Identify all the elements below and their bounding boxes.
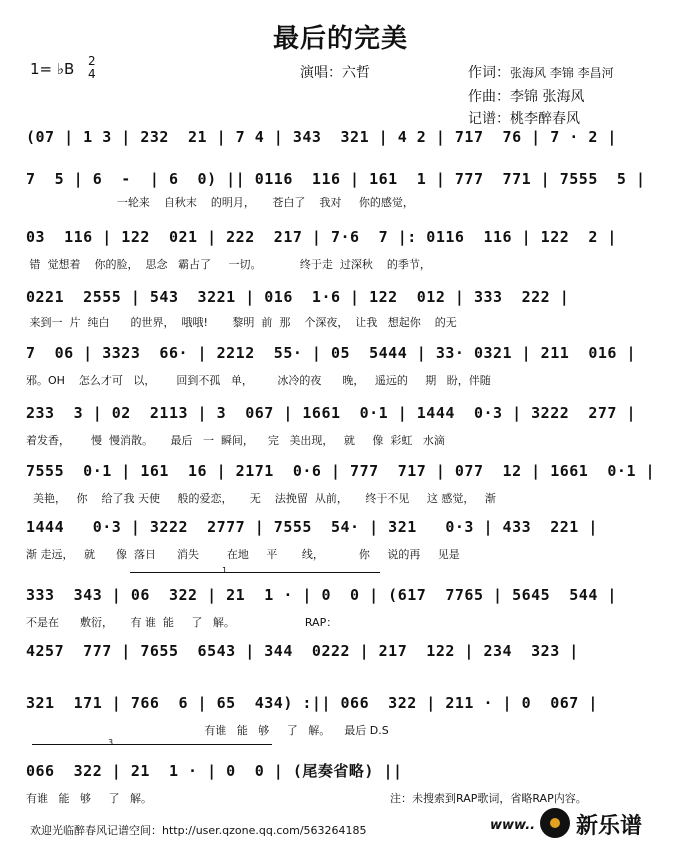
notation-line: 066 322 | 21 1 · | 0 0 | (尾奏省略) || (26, 762, 403, 780)
time-signature (88, 55, 96, 81)
notation-line: 4257 777 | 7655 6543 | 344 0222 | 217 122 | 234 323 | (26, 642, 579, 660)
lyric-line: 有谁 能 够 了 解。 (26, 792, 152, 805)
volta-bracket-1 (130, 572, 380, 573)
site-logo (490, 806, 676, 840)
notation-line: 7 5 | 6 - | 6 0) || 0116 116 | 161 1 | 777 771 | 7555 5 | (26, 170, 646, 188)
lyric-line: 错 觉想着 你的脸， 思念 霸占了 一切。 终于走 过深秋 的季节， (26, 258, 431, 271)
composer-credit: 作曲：李锦 张海风 (468, 89, 585, 105)
logo-brand: 新乐谱 (576, 814, 643, 839)
lyric-line: 一轮来 自秋末 的明月， 苍白了 我对 你的感觉， (26, 196, 414, 209)
notation-line: 1444 0·3 | 3222 2777 | 7555 54· | 321 0·3 | 433 221 | (26, 518, 598, 536)
meter-top: 2 (88, 54, 96, 68)
lyricist-names: 张海风 李锦 李昌河 (510, 66, 614, 80)
transcriber-credit: 记谱：桃李醉春风 (468, 111, 580, 127)
notation-line: 7555 0·1 | 161 16 | 2171 0·6 | 777 717 | 077 12 | 1661 0·1 | (26, 462, 656, 480)
lyric-line: 渐 走远， 就 像 落日 消失 在地 平 线， 你 说的再 见是 (26, 548, 460, 561)
volta-number-1: 1 (222, 566, 228, 575)
key-signature: 1= ♭B (30, 60, 75, 78)
notation-line: 03 116 | 122 021 | 222 217 | 7·6 7 |: 0116 116 | 122 2 | (26, 228, 617, 246)
meter-bottom: 4 (88, 67, 96, 81)
footnote: 注：未搜索到RAP歌词，省略RAP内容。 (390, 792, 587, 805)
lyric-line: 来到一 片 纯白 的世界， 哦哦! 黎明 前 那 个深夜， 让我 想起你 的无 (26, 316, 457, 329)
disc-icon (540, 808, 570, 838)
song-title: 最后的完美 (272, 24, 408, 54)
lyricist-credit (468, 62, 614, 82)
notation-line: 7 06 | 3323 66· | 2212 55· | 05 5444 | 33· 0321 | 211 016 | (26, 344, 636, 362)
lyric-line: 着发香， 慢 慢消散。 最后 一 瞬间， 完 美出现， 就 像 彩虹 水滴 (26, 434, 445, 447)
footer-url: 欢迎光临醉春风记谱空间：http://user.qzone.qq.com/563264185 (30, 824, 367, 837)
notation-line: (07 | 1 3 | 232 21 | 7 4 | 343 321 | 4 2 | 717 76 | 7 · 2 | (26, 128, 617, 146)
singer: 演唱：六哲 (300, 65, 370, 81)
lyricist-label: 作词： (468, 65, 510, 81)
volta-bracket-3 (32, 744, 272, 745)
notation-line: 321 171 | 766 6 | 65 434) :|| 066 322 | 211 · | 0 067 | (26, 694, 598, 712)
lyric-line: 有谁 能 够 了 解。 最后 D.S (26, 724, 389, 737)
logo-www: www.. (490, 818, 536, 833)
lyric-line: 美艳， 你 给了我 天使 般的爱恋， 无 法挽留 从前， 终于不见 这 感觉， 渐 (26, 492, 496, 505)
notation-line: 333 343 | 06 322 | 21 1 · | 0 0 | (617 7765 | 5645 544 | (26, 586, 617, 604)
lyric-line: 不是在 敷衍， 有 谁 能 了 解。 RAP： (26, 616, 338, 629)
notation-line: 233 3 | 02 2113 | 3 067 | 1661 0·1 | 1444 0·3 | 3222 277 | (26, 404, 636, 422)
notation-line: 0221 2555 | 543 3221 | 016 1·6 | 122 012 | 333 222 | (26, 288, 570, 306)
lyric-line: 邪。OH 怎么才可 以， 回到不孤 单， 冰冷的夜 晚， 遥远的 期 盼，伴随 (26, 374, 491, 387)
volta-number-3: 3 (108, 738, 114, 747)
